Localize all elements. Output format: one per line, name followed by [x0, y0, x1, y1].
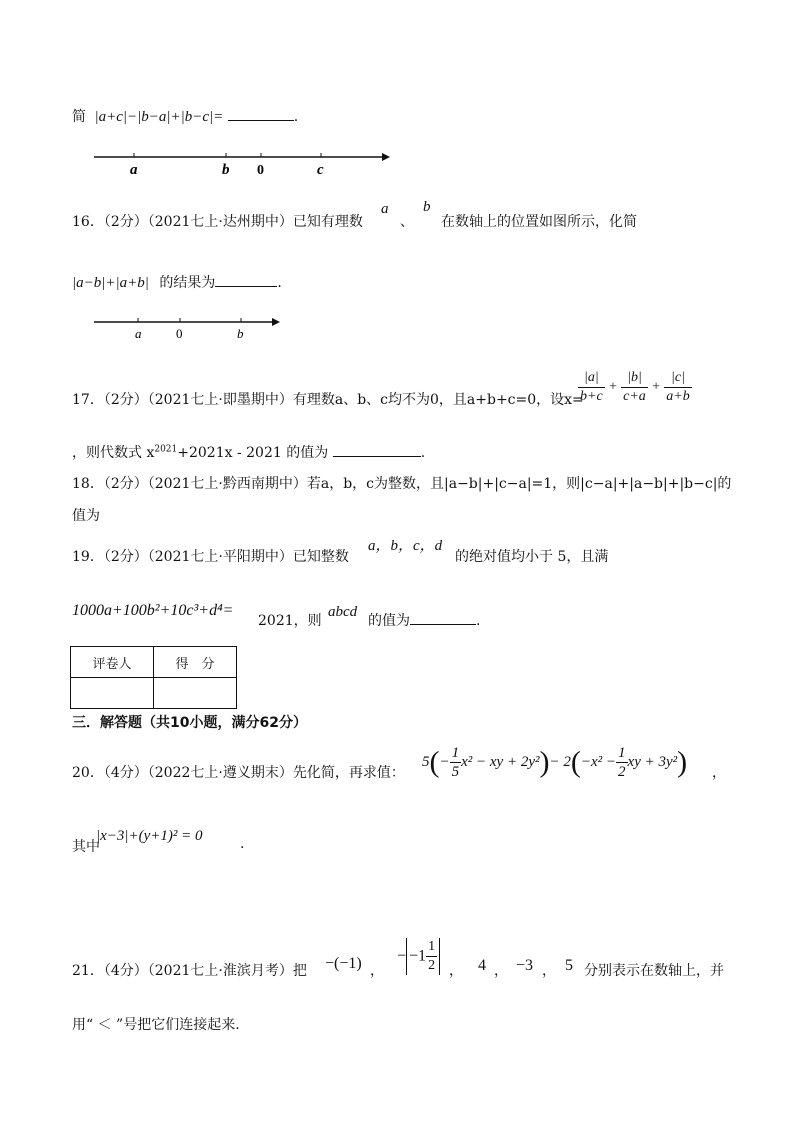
q16-var-a: a	[381, 201, 389, 217]
q17-f3-den: a+b	[666, 389, 690, 404]
q19-expression: 1000a+100b²+10c³+d⁴=	[72, 602, 234, 619]
q21-n2-prefix: −	[397, 947, 407, 965]
section-3-title: 三．解答题（共10小题，满分62分）	[72, 715, 307, 731]
q16-text1: 已知有理数	[292, 214, 363, 230]
q19-source: （2021七上·平阳期中）	[147, 549, 293, 565]
q21-number-1: −(−1)	[325, 955, 362, 972]
q21-line2: 用“ ＜ ”号把它们连接起来.	[72, 1017, 240, 1033]
q21-text2: 分别表示在数轴上，并	[584, 963, 724, 979]
q20-paren-close-1: )	[539, 745, 550, 779]
score-table-score-cell[interactable]	[154, 678, 237, 709]
q15-line	[72, 106, 298, 126]
q16-answer-blank[interactable]	[215, 286, 277, 287]
q20-paren-open-2: (	[570, 745, 581, 779]
q21-number-3: 4	[478, 957, 486, 974]
q18-line2: 值为	[72, 508, 100, 524]
q20-expression	[422, 744, 687, 781]
q18-line1	[72, 473, 731, 493]
q17-line2-a: ，则代数式 x	[72, 445, 155, 461]
q19-text3: 2021，则	[258, 613, 322, 629]
score-table-header-grader: 评卷人	[71, 647, 154, 678]
q20-text1: 先化简，再求值：	[292, 765, 405, 781]
q16-period: .	[277, 275, 282, 291]
q17-plus-2: +	[651, 379, 661, 395]
q21-number-4: −3	[516, 957, 534, 974]
q17-line2	[72, 442, 425, 462]
q19-score: （2分）	[103, 549, 148, 565]
q15-label-0: 0	[257, 163, 264, 178]
q17-plus-1: +	[608, 379, 618, 395]
q21-number-2	[397, 938, 440, 975]
q17-line1	[72, 389, 584, 409]
q19-number: 19．	[72, 549, 104, 565]
q20-score: （4分）	[103, 765, 148, 781]
q20-paren-open-1: (	[429, 745, 440, 779]
q17-fraction-sum	[578, 369, 692, 406]
q16-text2: 在数轴上的位置如图所示，化简	[441, 214, 637, 230]
q16-line1	[72, 211, 363, 231]
q16-line2	[72, 272, 282, 292]
q21-n2-den: 2	[428, 958, 436, 973]
q15-prefix: 简	[72, 109, 86, 125]
q21-sep-1: ，	[370, 963, 384, 979]
q15-expression: |a+c|−|b−a|+|b−c|=	[94, 109, 224, 125]
q21-number: 21．	[72, 963, 104, 979]
q20-fraction-1	[450, 744, 462, 781]
q15-label-c: c	[317, 162, 324, 178]
q17-f2-den: c+a	[623, 389, 646, 404]
q17-f1-den: b+c	[580, 389, 603, 404]
q19-line1	[72, 546, 349, 566]
q18-score: （2分）	[103, 476, 148, 492]
q16-separator: 、	[400, 214, 414, 230]
q19-text4: 的值为	[368, 613, 410, 629]
q20-minus: −	[439, 753, 450, 770]
q16-label-b: b	[237, 326, 244, 341]
q16-number-line	[90, 314, 290, 344]
q21-n2-num: 1	[426, 938, 437, 957]
q17-score: （2分）	[103, 392, 148, 408]
q17-fraction-3	[664, 369, 691, 406]
q16-number: 16．	[72, 214, 104, 230]
q21-number-5: 5	[565, 957, 573, 974]
q21-source: （2021七上·淮滨月考）	[147, 963, 293, 979]
q17-line2-b: +2021x - 2021 的值为	[177, 445, 329, 461]
q21-n2-int: −1	[409, 947, 427, 965]
q17-number: 17．	[72, 392, 104, 408]
q20-comma: ，	[712, 765, 726, 781]
q15-axis-arrow	[382, 153, 390, 161]
q20-f1-den: 5	[451, 764, 460, 780]
q20-text2: 其中	[72, 839, 100, 855]
q19-var-abcd: abcd	[328, 604, 358, 620]
q20-f2-num: 1	[618, 745, 626, 761]
q21-sep-2: ，	[449, 963, 463, 979]
q19-vars: a，b，c，d	[368, 538, 443, 554]
q20-coef-5: 5	[422, 753, 430, 770]
q21-line1	[72, 960, 307, 980]
q21-sep-4: ，	[542, 963, 556, 979]
q16-label-a: a	[135, 326, 142, 341]
q21-score: （4分）	[103, 963, 148, 979]
q20-fraction-2	[616, 744, 628, 781]
q20-line1	[72, 762, 405, 782]
q20-f2-den: 2	[618, 764, 626, 780]
q17-f3-num: |c|	[664, 369, 691, 388]
q16-source: （2021七上·达州期中）	[147, 214, 293, 230]
q20-minus-2: − 2	[549, 753, 571, 770]
q21-sep-3: ，	[494, 963, 508, 979]
q17-f1-num: |a|	[578, 369, 605, 388]
score-table-grader-cell[interactable]	[71, 678, 154, 709]
q15-label-a: a	[130, 162, 138, 178]
q20-inner-1: x² − xy + 2y²	[461, 753, 540, 770]
q17-text1: 有理数a、b、c均不为0，且a+b+c=0，设x=	[292, 392, 584, 408]
q17-period: .	[420, 445, 426, 461]
q19-text2: 的绝对值均小于 5，且满	[455, 549, 609, 565]
q18-text1: 若a，b，c为整数，且|a−b|+|c−a|=1，则|c−a|+|a−b|+|b−c|的	[306, 476, 732, 492]
q17-f2-num: |b|	[621, 369, 648, 388]
q17-fraction-1	[578, 369, 605, 406]
q19-period: .	[476, 613, 481, 629]
q20-number: 20．	[72, 765, 104, 781]
q17-exponent: 2021	[154, 444, 178, 455]
q20-inner-2b: xy + 3y²	[627, 753, 678, 770]
q17-answer-blank[interactable]	[333, 456, 421, 457]
q20-paren-close-2: )	[677, 745, 688, 779]
q16-axis-arrow	[272, 318, 280, 326]
q20-source: （2022七上·遵义期末）	[147, 765, 293, 781]
q19-answer-blank[interactable]	[410, 624, 476, 625]
score-table	[70, 646, 237, 709]
q17-fraction-2	[621, 369, 648, 406]
q18-number: 18．	[72, 476, 104, 492]
q16-text3: 的结果为	[159, 275, 216, 291]
q20-condition: |x−3|+(y+1)² = 0	[96, 828, 203, 844]
q21-n2-fraction	[426, 938, 437, 975]
q19-text1: 已知整数	[292, 549, 349, 565]
q20-period: .	[240, 836, 245, 852]
q16-var-b: b	[423, 199, 431, 215]
q20-inner-2a: −x² −	[580, 753, 617, 770]
q19-line2-tail	[368, 610, 480, 630]
q16-label-0: 0	[176, 326, 183, 341]
q20-f1-num: 1	[451, 745, 460, 761]
q15-period: .	[293, 109, 299, 125]
q21-text1: 把	[292, 963, 307, 979]
score-table-header-score: 得 分	[154, 647, 237, 678]
q18-source: （2021七上·黔西南期中）	[147, 476, 307, 492]
q21-n2-abs	[406, 938, 440, 975]
q15-answer-blank[interactable]	[228, 120, 294, 121]
q16-expression: |a−b|+|a+b|	[72, 275, 149, 291]
q17-source: （2021七上·即墨期中）	[147, 392, 293, 408]
q16-score: （2分）	[103, 214, 148, 230]
q15-number-line	[90, 148, 400, 180]
q15-label-b: b	[222, 162, 230, 178]
